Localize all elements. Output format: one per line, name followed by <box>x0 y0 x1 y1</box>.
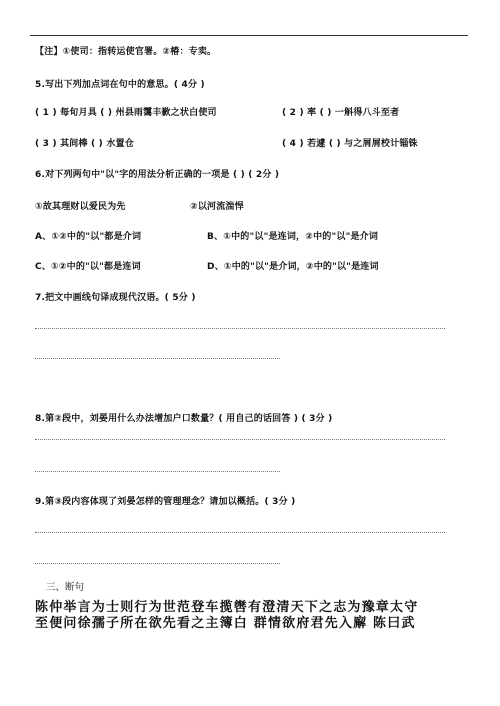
question-6-title: 6.对下列两句中"以"字的用法分析正确的一项是 ( ) ( 2分 ) <box>35 170 280 180</box>
question-9-title: 9.第③段内容体现了刘晏怎样的管理理念？请加以概括。( 3分 ) <box>35 497 296 507</box>
question-6-sentence-1: ①故其理财以爱民为先 <box>35 202 126 212</box>
section-3-title: 三、断句 <box>46 582 85 593</box>
answer-line <box>35 532 445 533</box>
question-8-title: 8.第②段中，刘晏用什么办法增加户口数量？( 用自己的话回答 ) ( 3分 ) <box>35 414 333 424</box>
answer-line <box>35 563 280 564</box>
answer-line <box>35 328 445 329</box>
question-6-sentence-2: ②以河流湍悍 <box>190 202 244 212</box>
answer-line <box>35 471 280 472</box>
passage-line-2: 至便问徐孺子所在欲先看之主簿白 群情欲府君先入廨 陈曰武 <box>35 616 416 631</box>
passage-line-1: 陈仲举言为士则行为世范登车揽辔有澄清天下之志为豫章太守 <box>35 600 419 615</box>
question-5-item-1: ( 1 ) 每旬月具 ( ) 州县雨霭丰歉之状白使司 <box>35 108 217 118</box>
question-6-option-c: C、①②中的"以"都是连词 <box>35 262 141 272</box>
question-6-option-d: D、①中的"以"是介词，②中的"以"是连词 <box>207 262 379 272</box>
question-7-title: 7.把文中画线句译成现代汉语。( 5分 ) <box>35 293 196 303</box>
question-5-title: 5.写出下列加点词在句中的意思。( 4分 ) <box>35 80 205 90</box>
question-6-option-a: A、①②中的"以"都是介词 <box>35 232 142 242</box>
answer-line <box>35 439 445 440</box>
question-5-item-3: ( 3 ) 其间棒 ( ) 水置仓 <box>35 139 134 149</box>
answer-line <box>35 358 280 359</box>
top-rule <box>30 35 468 36</box>
question-5-item-2: ( 2 ) 率 ( ) 一斛得八斗至者 <box>282 108 400 118</box>
question-6-option-b: B、①中的"以"是连词，②中的"以"是介词 <box>207 232 379 242</box>
note-text: 【注】①使司：指转运使官署。②椿：专卖。 <box>35 47 217 57</box>
question-5-item-4: ( 4 ) 若遽 ( ) 与之屑屑校计锱铢 <box>282 139 418 149</box>
